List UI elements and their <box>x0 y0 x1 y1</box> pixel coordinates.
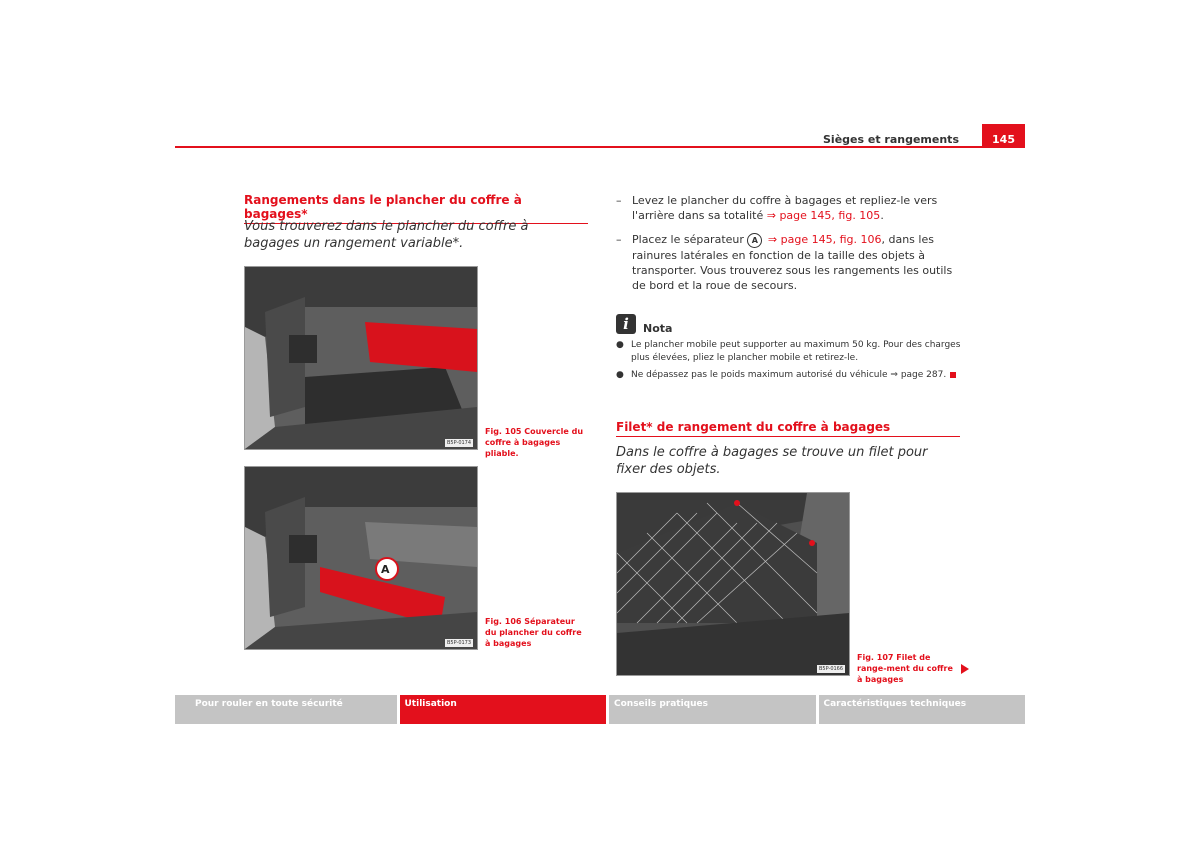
header-rule <box>175 146 1025 148</box>
note-list <box>616 339 964 386</box>
end-of-section-icon <box>950 372 956 378</box>
chapter-nav <box>175 695 1025 724</box>
next-page-arrow-icon <box>961 664 969 674</box>
nav-tab-usage[interactable]: Utilisation <box>400 695 607 724</box>
cross-reference-link[interactable]: ⇒ page 145, fig. 105 <box>766 209 881 222</box>
figure-107-image <box>616 492 850 676</box>
page-number: 145 <box>982 124 1025 148</box>
callout-a-label: A <box>381 563 390 576</box>
section-heading-net: Filet* de rangement du coffre à bagages <box>616 420 960 437</box>
section-intro: Vous trouverez dans le plancher du coffre à bagages un rangement variable*. <box>244 219 529 251</box>
instruction-step: – Levez le plancher du coffre à bagages et repliez-le vers l'arrière dans sa totalité ⇒ page 145, fig. 105. <box>616 194 938 222</box>
section-intro: Dans le coffre à bagages se trouve un filet pour fixer des objets. <box>616 445 928 477</box>
nav-tab-safety[interactable]: Pour rouler en toute sécurité <box>175 695 397 724</box>
nav-tab-practical-tips[interactable]: Conseils pratiques <box>609 695 816 724</box>
note-title: Nota <box>643 322 673 335</box>
figure-code: B5P-0166 <box>819 666 844 672</box>
figure-106-caption: Fig. 106 Séparateur du plancher du coffre à bagages <box>485 617 582 648</box>
note-item: ● Ne dépassez pas le poids maximum autorisé du véhicule ⇒ page 287. <box>616 369 964 382</box>
figure-106-image <box>244 466 478 650</box>
figure-107-caption: Fig. 107 Filet de range-ment du coffre à bagages <box>857 653 953 684</box>
figure-105-image <box>244 266 478 450</box>
figure-code: B5P-0173 <box>447 640 472 646</box>
instruction-list <box>616 193 964 302</box>
note-item: ● Le plancher mobile peut supporter au maximum 50 kg. Pour des charges plus élevées, pliez le plancher mobile et retirez-le. <box>616 340 961 363</box>
cross-reference-link[interactable]: ⇒ page 145, fig. 106 <box>767 233 882 246</box>
figure-105-caption: Fig. 105 Couvercle du coffre à bagages pliable. <box>485 427 584 458</box>
callout-a-icon: A <box>747 233 762 248</box>
figure-code: B5P-0174 <box>447 440 472 446</box>
nav-tab-technical-specs[interactable]: Caractéristiques techniques <box>819 695 1026 724</box>
info-icon: i <box>616 314 636 334</box>
section-title: Sièges et rangements <box>823 133 959 146</box>
instruction-step: – Placez le séparateur A ⇒ page 145, fig. 106, dans les rainures latérales en fonction de la taille des objets à transporter. Vous trouverez sous les rangements les outils de bord et la roue de secours. <box>616 233 953 292</box>
section-heading-floor-storage: Rangements dans le plancher du coffre à bagages* <box>244 193 588 224</box>
